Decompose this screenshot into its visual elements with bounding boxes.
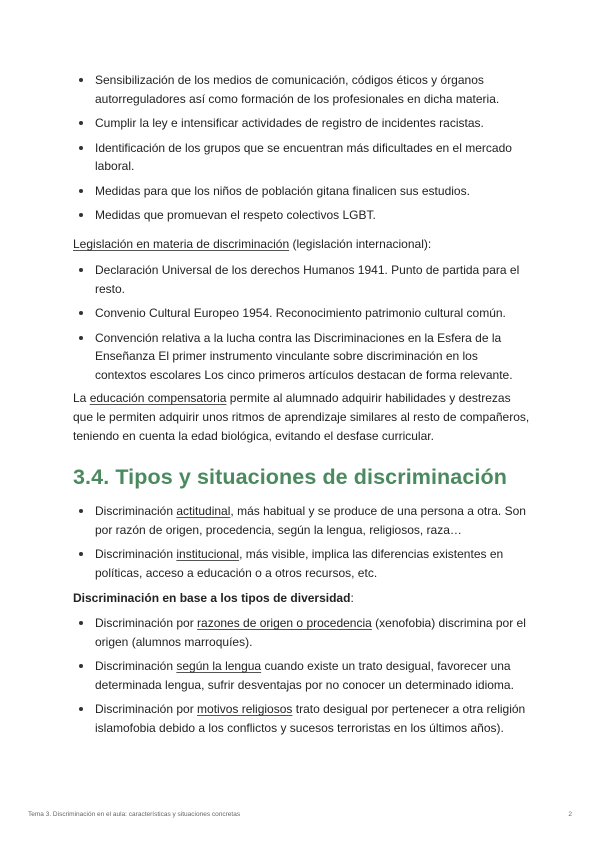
diversity-paragraph: Discriminación en base a los tipos de diversidad: — [73, 591, 354, 605]
measures-list — [75, 71, 530, 225]
institutional-link[interactable]: institucional — [176, 547, 240, 561]
list-item: Sensibilización de los medios de comunicación, códigos éticos y órganos autorreguladores así como formación de los profesionales en dicha materia. — [75, 71, 530, 108]
diversity-bold: Discriminación en base a los tipos de diversidad — [73, 591, 351, 605]
list-item: Declaración Universal de los derechos Humanos 1941. Punto de partida para el resto. — [75, 261, 530, 298]
list-item: Cumplir la ley e intensificar actividades de registro de incidentes racistas. — [75, 114, 530, 133]
legislation-list — [75, 261, 530, 384]
compensatory-paragraph — [73, 389, 533, 446]
legislation-text: (legislación internacional): — [289, 237, 432, 251]
list-item: Convenio Cultural Europeo 1954. Reconocimiento patrimonio cultural común. — [75, 304, 530, 323]
religious-link[interactable]: motivos religiosos — [197, 702, 293, 716]
list-item: Medidas que promuevan el respeto colectivos LGBT. — [75, 206, 530, 225]
legislation-link[interactable]: Legislación en materia de discriminación — [73, 237, 290, 251]
discrimination-types-list — [75, 502, 530, 582]
origin-link[interactable]: razones de origen o procedencia — [197, 616, 372, 630]
page-number: 2 — [568, 811, 572, 818]
list-item: Discriminación institucional, más visible, implica las diferencias existentes en políticas, acceso a educación o a otros recursos, etc. — [75, 545, 530, 582]
compensatory-pre: La — [73, 391, 90, 405]
attitudinal-link[interactable]: actitudinal — [176, 504, 231, 518]
footer-title: Tema 3. Discriminación en el aula: características y situaciones concretas — [28, 811, 241, 818]
list-item: Discriminación por razones de origen o procedencia (xenofobia) discrimina por el origen (alumnos marroquíes). — [75, 614, 530, 651]
list-item: Convención relativa a la lucha contra las Discriminaciones en la Esfera de la Enseñanza El primer instrumento vinculante sobre discriminación en los contextos escolares Los cinco primeros artículos destacan de forma relevante. — [75, 329, 530, 385]
legislation-paragraph — [73, 235, 533, 254]
language-link[interactable]: según la lengua — [176, 659, 262, 673]
list-item: Discriminación según la lengua cuando existe un trato desigual, favorecer una determinada lengua, sufrir desventajas por no conocer un determinado idioma. — [75, 657, 530, 694]
list-item: Identificación de los grupos que se encuentran más dificultades en el mercado laboral. — [75, 139, 530, 176]
compensatory-text: permite al alumnado adquirir habilidades y destrezas que le permiten adquirir unos ritmos de aprendizaje similares al resto de compañeros, teniendo en cuenta la edad biológica, evitando el desfase curricular. — [73, 391, 530, 443]
list-item: Discriminación por motivos religiosos trato desigual por pertenecer a otra religión islamofobia debido a los conflictos y sucesos terroristas en los últimos años). — [75, 700, 530, 737]
diversity-list — [75, 614, 530, 737]
list-item: Discriminación actitudinal, más habitual y se produce de una persona a otra. Son por razón de origen, procedencia, según la lengua, religiosos, raza… — [75, 502, 530, 539]
list-item: Medidas para que los niños de población gitana finalicen sus estudios. — [75, 182, 530, 201]
section-heading: 3.4. Tipos y situaciones de discriminación — [73, 465, 507, 489]
compensatory-link[interactable]: educación compensatoria — [89, 391, 227, 405]
